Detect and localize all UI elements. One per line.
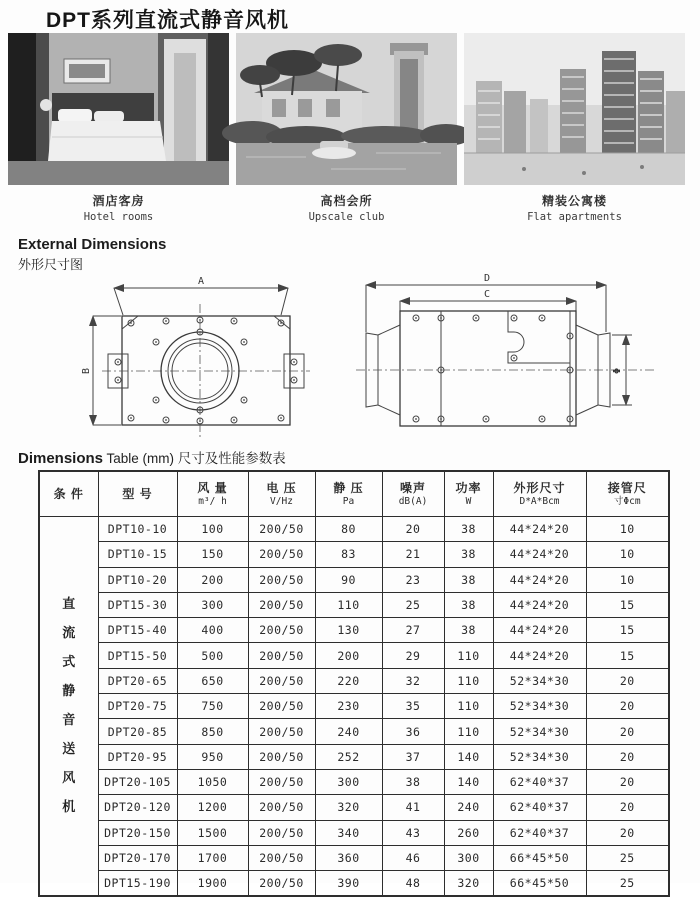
noise-cell: 23 [382, 567, 444, 592]
model-cell: DPT20-120 [98, 795, 177, 820]
voltage-cell: 200/50 [248, 845, 315, 870]
caption-zh: 酒店客房 [92, 194, 145, 208]
size-cell: 44*24*20 [493, 618, 586, 643]
airflow-cell: 1200 [177, 795, 248, 820]
size-cell: 66*45*50 [493, 845, 586, 870]
table-row [39, 871, 669, 897]
dim-label-b: B [81, 367, 92, 374]
power-cell: 38 [444, 542, 493, 567]
duct-cell: 15 [586, 643, 669, 668]
side-view-drawing [356, 268, 666, 443]
pressure-cell: 320 [315, 795, 382, 820]
duct-cell: 15 [586, 592, 669, 617]
noise-cell: 48 [382, 871, 444, 897]
table-heading [18, 447, 286, 468]
header-row [39, 471, 669, 517]
table-row [39, 643, 669, 668]
dim-label-a: A [198, 276, 205, 287]
condition-cell [39, 517, 98, 897]
dim-label-c: C [484, 289, 491, 300]
airflow-cell: 650 [177, 668, 248, 693]
voltage-cell: 200/50 [248, 592, 315, 617]
size-cell: 52*34*30 [493, 694, 586, 719]
noise-cell: 20 [382, 517, 444, 542]
power-cell: 140 [444, 744, 493, 769]
col-header-model: 型 号 [98, 471, 177, 517]
duct-cell: 20 [586, 668, 669, 693]
voltage-cell: 200/50 [248, 719, 315, 744]
condition-header: 条 件 [39, 471, 98, 517]
table-row [39, 618, 669, 643]
airflow-cell: 1500 [177, 820, 248, 845]
airflow-cell: 750 [177, 694, 248, 719]
spec-table [38, 470, 670, 897]
power-cell: 38 [444, 592, 493, 617]
noise-cell: 46 [382, 845, 444, 870]
noise-cell: 27 [382, 618, 444, 643]
noise-cell: 43 [382, 820, 444, 845]
noise-cell: 21 [382, 542, 444, 567]
noise-cell: 36 [382, 719, 444, 744]
airflow-cell: 500 [177, 643, 248, 668]
duct-cell: 20 [586, 744, 669, 769]
power-cell: 110 [444, 719, 493, 744]
caption-en: Flat apartments [527, 211, 622, 223]
table-row [39, 542, 669, 567]
pressure-cell: 240 [315, 719, 382, 744]
page-title: DPT系列直流式静音风机 [46, 9, 289, 32]
airflow-cell: 1900 [177, 871, 248, 897]
model-cell: DPT15-190 [98, 871, 177, 897]
airflow-cell: 150 [177, 542, 248, 567]
photo-caption [8, 192, 229, 223]
model-cell: DPT15-50 [98, 643, 177, 668]
caption-zh: 精装公寓楼 [541, 194, 607, 208]
voltage-cell: 200/50 [248, 820, 315, 845]
power-cell: 110 [444, 668, 493, 693]
caption-zh: 高档会所 [320, 194, 373, 208]
hotel-rooms-photo [8, 33, 229, 185]
pressure-cell: 360 [315, 845, 382, 870]
table-row [39, 517, 669, 542]
duct-cell: 20 [586, 769, 669, 794]
photo-caption [464, 192, 685, 223]
power-cell: 260 [444, 820, 493, 845]
size-cell: 44*24*20 [493, 542, 586, 567]
application-photos [8, 33, 692, 223]
table-row [39, 744, 669, 769]
duct-cell: 15 [586, 618, 669, 643]
voltage-cell: 200/50 [248, 871, 315, 897]
spec-table-header [39, 471, 669, 517]
flat-apartments-photo [464, 33, 685, 185]
table-row [39, 845, 669, 870]
voltage-cell: 200/50 [248, 694, 315, 719]
voltage-cell: 200/50 [248, 795, 315, 820]
heading-zh: 外形尺寸图 [18, 257, 84, 272]
size-cell: 66*45*50 [493, 871, 586, 897]
model-cell: DPT20-150 [98, 820, 177, 845]
size-cell: 62*40*37 [493, 820, 586, 845]
size-cell: 52*34*30 [493, 744, 586, 769]
pressure-cell: 220 [315, 668, 382, 693]
table-row [39, 592, 669, 617]
duct-cell: 20 [586, 820, 669, 845]
photo-card-apartments [464, 33, 685, 223]
power-cell: 38 [444, 567, 493, 592]
table-heading-zh: Table (mm) 尺寸及性能参数表 [103, 451, 286, 466]
col-header-power: 功率 W [444, 471, 493, 517]
photo-card-hotel [8, 33, 229, 223]
size-cell: 62*40*37 [493, 795, 586, 820]
upscale-club-photo [236, 33, 457, 185]
duct-cell: 25 [586, 845, 669, 870]
airflow-cell: 200 [177, 567, 248, 592]
dim-label-phi: Φ [612, 367, 623, 374]
dim-label-d: D [484, 273, 491, 284]
col-header-duct: 接管尺 寸Φcm [586, 471, 669, 517]
duct-cell: 10 [586, 517, 669, 542]
noise-cell: 35 [382, 694, 444, 719]
model-cell: DPT20-95 [98, 744, 177, 769]
caption-en: Upscale club [308, 211, 385, 223]
noise-cell: 37 [382, 744, 444, 769]
table-row [39, 567, 669, 592]
noise-cell: 41 [382, 795, 444, 820]
col-header-voltage: 电 压 V/Hz [248, 471, 315, 517]
pressure-cell: 130 [315, 618, 382, 643]
power-cell: 300 [444, 845, 493, 870]
noise-cell: 29 [382, 643, 444, 668]
table-heading-en: Dimensions [18, 450, 104, 467]
model-cell: DPT10-15 [98, 542, 177, 567]
power-cell: 140 [444, 769, 493, 794]
noise-cell: 32 [382, 668, 444, 693]
voltage-cell: 200/50 [248, 567, 315, 592]
model-cell: DPT20-105 [98, 769, 177, 794]
col-header-pressure: 静 压 Pa [315, 471, 382, 517]
pressure-cell: 110 [315, 592, 382, 617]
duct-cell: 10 [586, 567, 669, 592]
noise-cell: 25 [382, 592, 444, 617]
col-header-size: 外形尺寸 D*A*Bcm [493, 471, 586, 517]
pressure-cell: 200 [315, 643, 382, 668]
pressure-cell: 390 [315, 871, 382, 897]
table-row [39, 694, 669, 719]
pressure-cell: 90 [315, 567, 382, 592]
airflow-cell: 1050 [177, 769, 248, 794]
airflow-cell: 1700 [177, 845, 248, 870]
size-cell: 52*34*30 [493, 668, 586, 693]
duct-cell: 10 [586, 542, 669, 567]
size-cell: 44*24*20 [493, 592, 586, 617]
table-row [39, 719, 669, 744]
col-header-noise: 噪声 dB(A) [382, 471, 444, 517]
model-cell: DPT20-65 [98, 668, 177, 693]
heading-en: External Dimensions [18, 236, 167, 253]
airflow-cell: 950 [177, 744, 248, 769]
model-cell: DPT20-85 [98, 719, 177, 744]
col-header-airflow: 风 量 m³/ h [177, 471, 248, 517]
duct-cell: 20 [586, 719, 669, 744]
size-cell: 62*40*37 [493, 769, 586, 794]
voltage-cell: 200/50 [248, 769, 315, 794]
model-cell: DPT20-75 [98, 694, 177, 719]
pressure-cell: 230 [315, 694, 382, 719]
size-cell: 44*24*20 [493, 517, 586, 542]
model-cell: DPT20-170 [98, 845, 177, 870]
power-cell: 320 [444, 871, 493, 897]
pressure-cell: 340 [315, 820, 382, 845]
airflow-cell: 100 [177, 517, 248, 542]
airflow-cell: 300 [177, 592, 248, 617]
caption-en: Hotel rooms [83, 211, 154, 223]
duct-cell: 20 [586, 694, 669, 719]
model-cell: DPT15-30 [98, 592, 177, 617]
voltage-cell: 200/50 [248, 618, 315, 643]
airflow-cell: 850 [177, 719, 248, 744]
table-row [39, 668, 669, 693]
condition-text: 直流式静音送风机 [62, 597, 76, 816]
airflow-cell: 400 [177, 618, 248, 643]
table-row [39, 795, 669, 820]
table-row [39, 820, 669, 845]
front-view-drawing [78, 268, 338, 443]
table-row [39, 769, 669, 794]
photo-card-club [236, 33, 457, 223]
power-cell: 240 [444, 795, 493, 820]
voltage-cell: 200/50 [248, 643, 315, 668]
photo-caption [236, 192, 457, 223]
pressure-cell: 83 [315, 542, 382, 567]
spec-table-body [39, 517, 669, 897]
size-cell: 52*34*30 [493, 719, 586, 744]
size-cell: 44*24*20 [493, 567, 586, 592]
pressure-cell: 300 [315, 769, 382, 794]
model-cell: DPT10-10 [98, 517, 177, 542]
pressure-cell: 80 [315, 517, 382, 542]
voltage-cell: 200/50 [248, 517, 315, 542]
model-cell: DPT10-20 [98, 567, 177, 592]
power-cell: 110 [444, 694, 493, 719]
power-cell: 38 [444, 517, 493, 542]
power-cell: 110 [444, 643, 493, 668]
power-cell: 38 [444, 618, 493, 643]
duct-cell: 25 [586, 871, 669, 897]
pressure-cell: 252 [315, 744, 382, 769]
voltage-cell: 200/50 [248, 668, 315, 693]
size-cell: 44*24*20 [493, 643, 586, 668]
voltage-cell: 200/50 [248, 744, 315, 769]
duct-cell: 20 [586, 795, 669, 820]
voltage-cell: 200/50 [248, 542, 315, 567]
model-cell: DPT15-40 [98, 618, 177, 643]
noise-cell: 38 [382, 769, 444, 794]
